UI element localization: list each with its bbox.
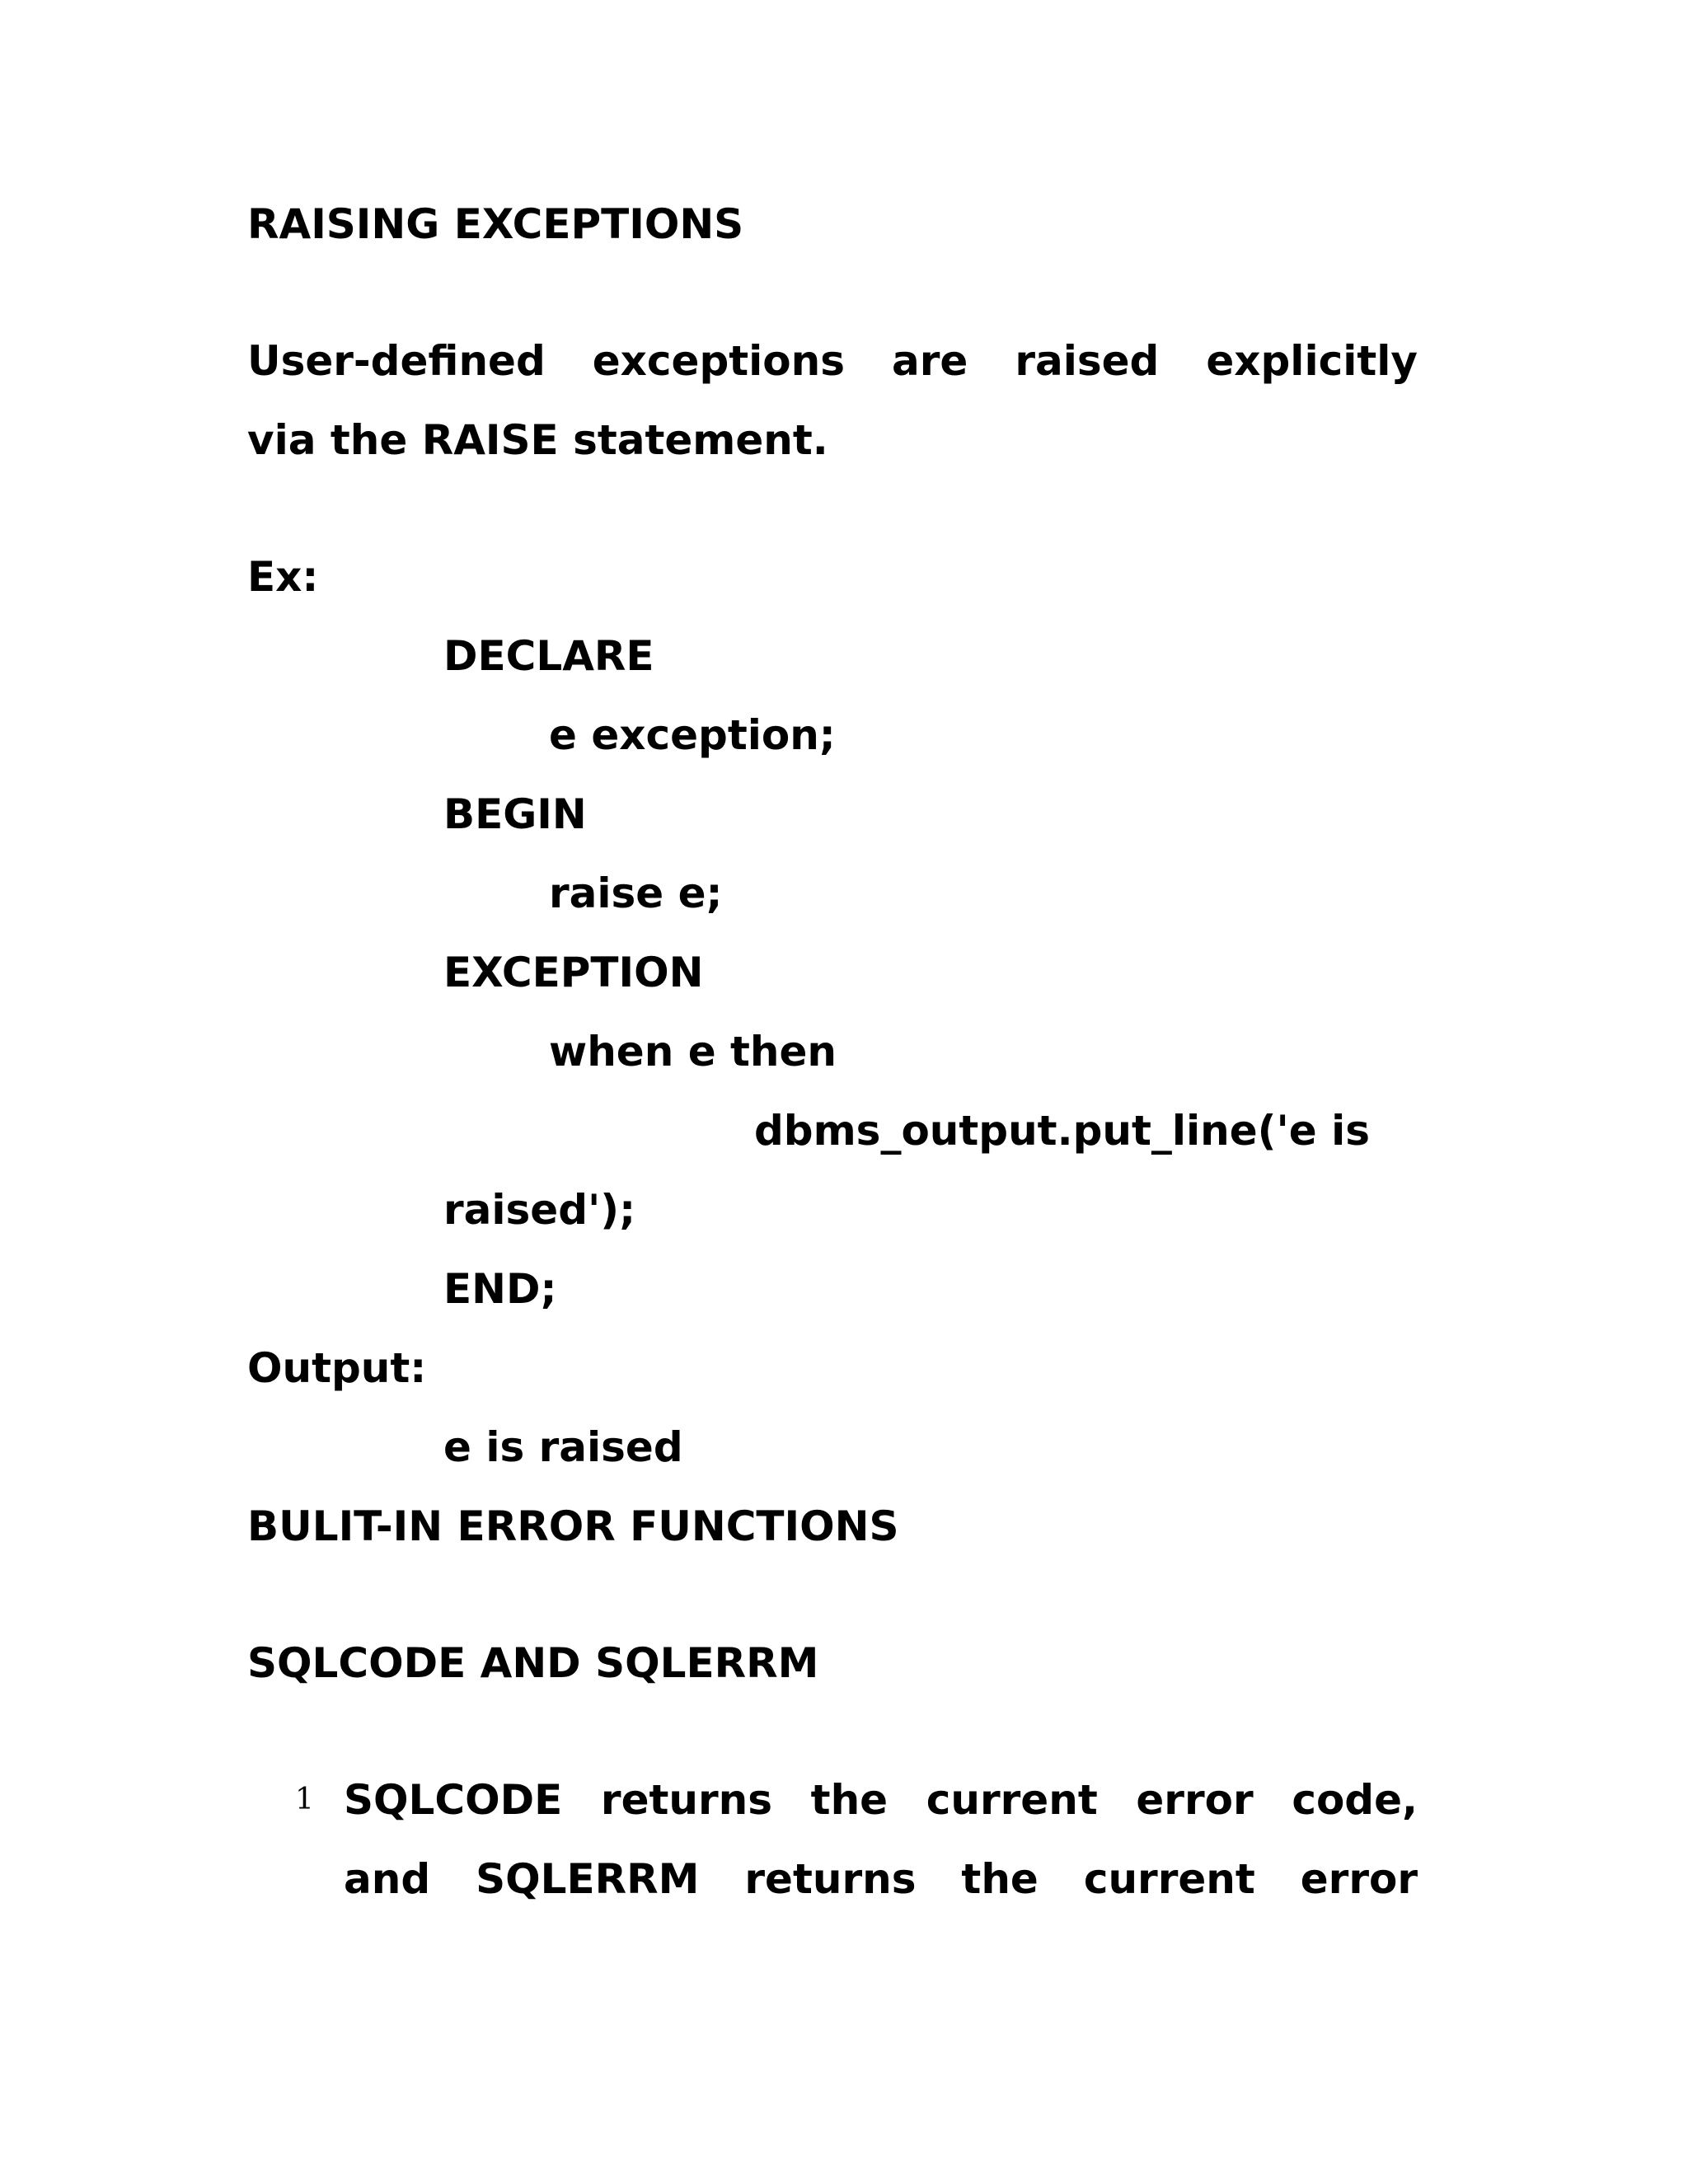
code-begin: BEGIN <box>443 790 587 838</box>
output-value: e is raised <box>443 1423 683 1471</box>
list-item-number: 1 <box>295 1783 314 1816</box>
code-put-line-part-1: dbms_output.put_line('e is <box>754 1107 1371 1155</box>
section-heading-builtin-error-functions: BULIT-IN ERROR FUNCTIONS <box>247 1502 899 1550</box>
intro-text-line-1: User-defined exceptions are raised explicitly <box>247 337 1418 385</box>
code-when-clause: when e then <box>549 1028 837 1076</box>
intro-text-line-2: via the RAISE statement. <box>247 416 828 464</box>
code-end: END; <box>443 1265 557 1313</box>
example-label: Ex: <box>247 553 319 601</box>
code-exception-keyword: EXCEPTION <box>443 949 704 996</box>
section-heading-sqlcode-sqlerrm: SQLCODE AND SQLERRM <box>247 1639 819 1687</box>
code-declare: DECLARE <box>443 632 654 680</box>
code-exception-declaration: e exception; <box>549 711 836 759</box>
code-put-line-part-2: raised'); <box>443 1186 636 1234</box>
code-raise-statement: raise e; <box>549 869 723 917</box>
list-item-line-1: SQLCODE returns the current error code, <box>344 1776 1418 1824</box>
output-label: Output: <box>247 1344 427 1392</box>
section-heading-raising-exceptions: RAISING EXCEPTIONS <box>247 200 744 248</box>
list-item-line-2: and SQLERRM returns the current error <box>344 1855 1418 1903</box>
